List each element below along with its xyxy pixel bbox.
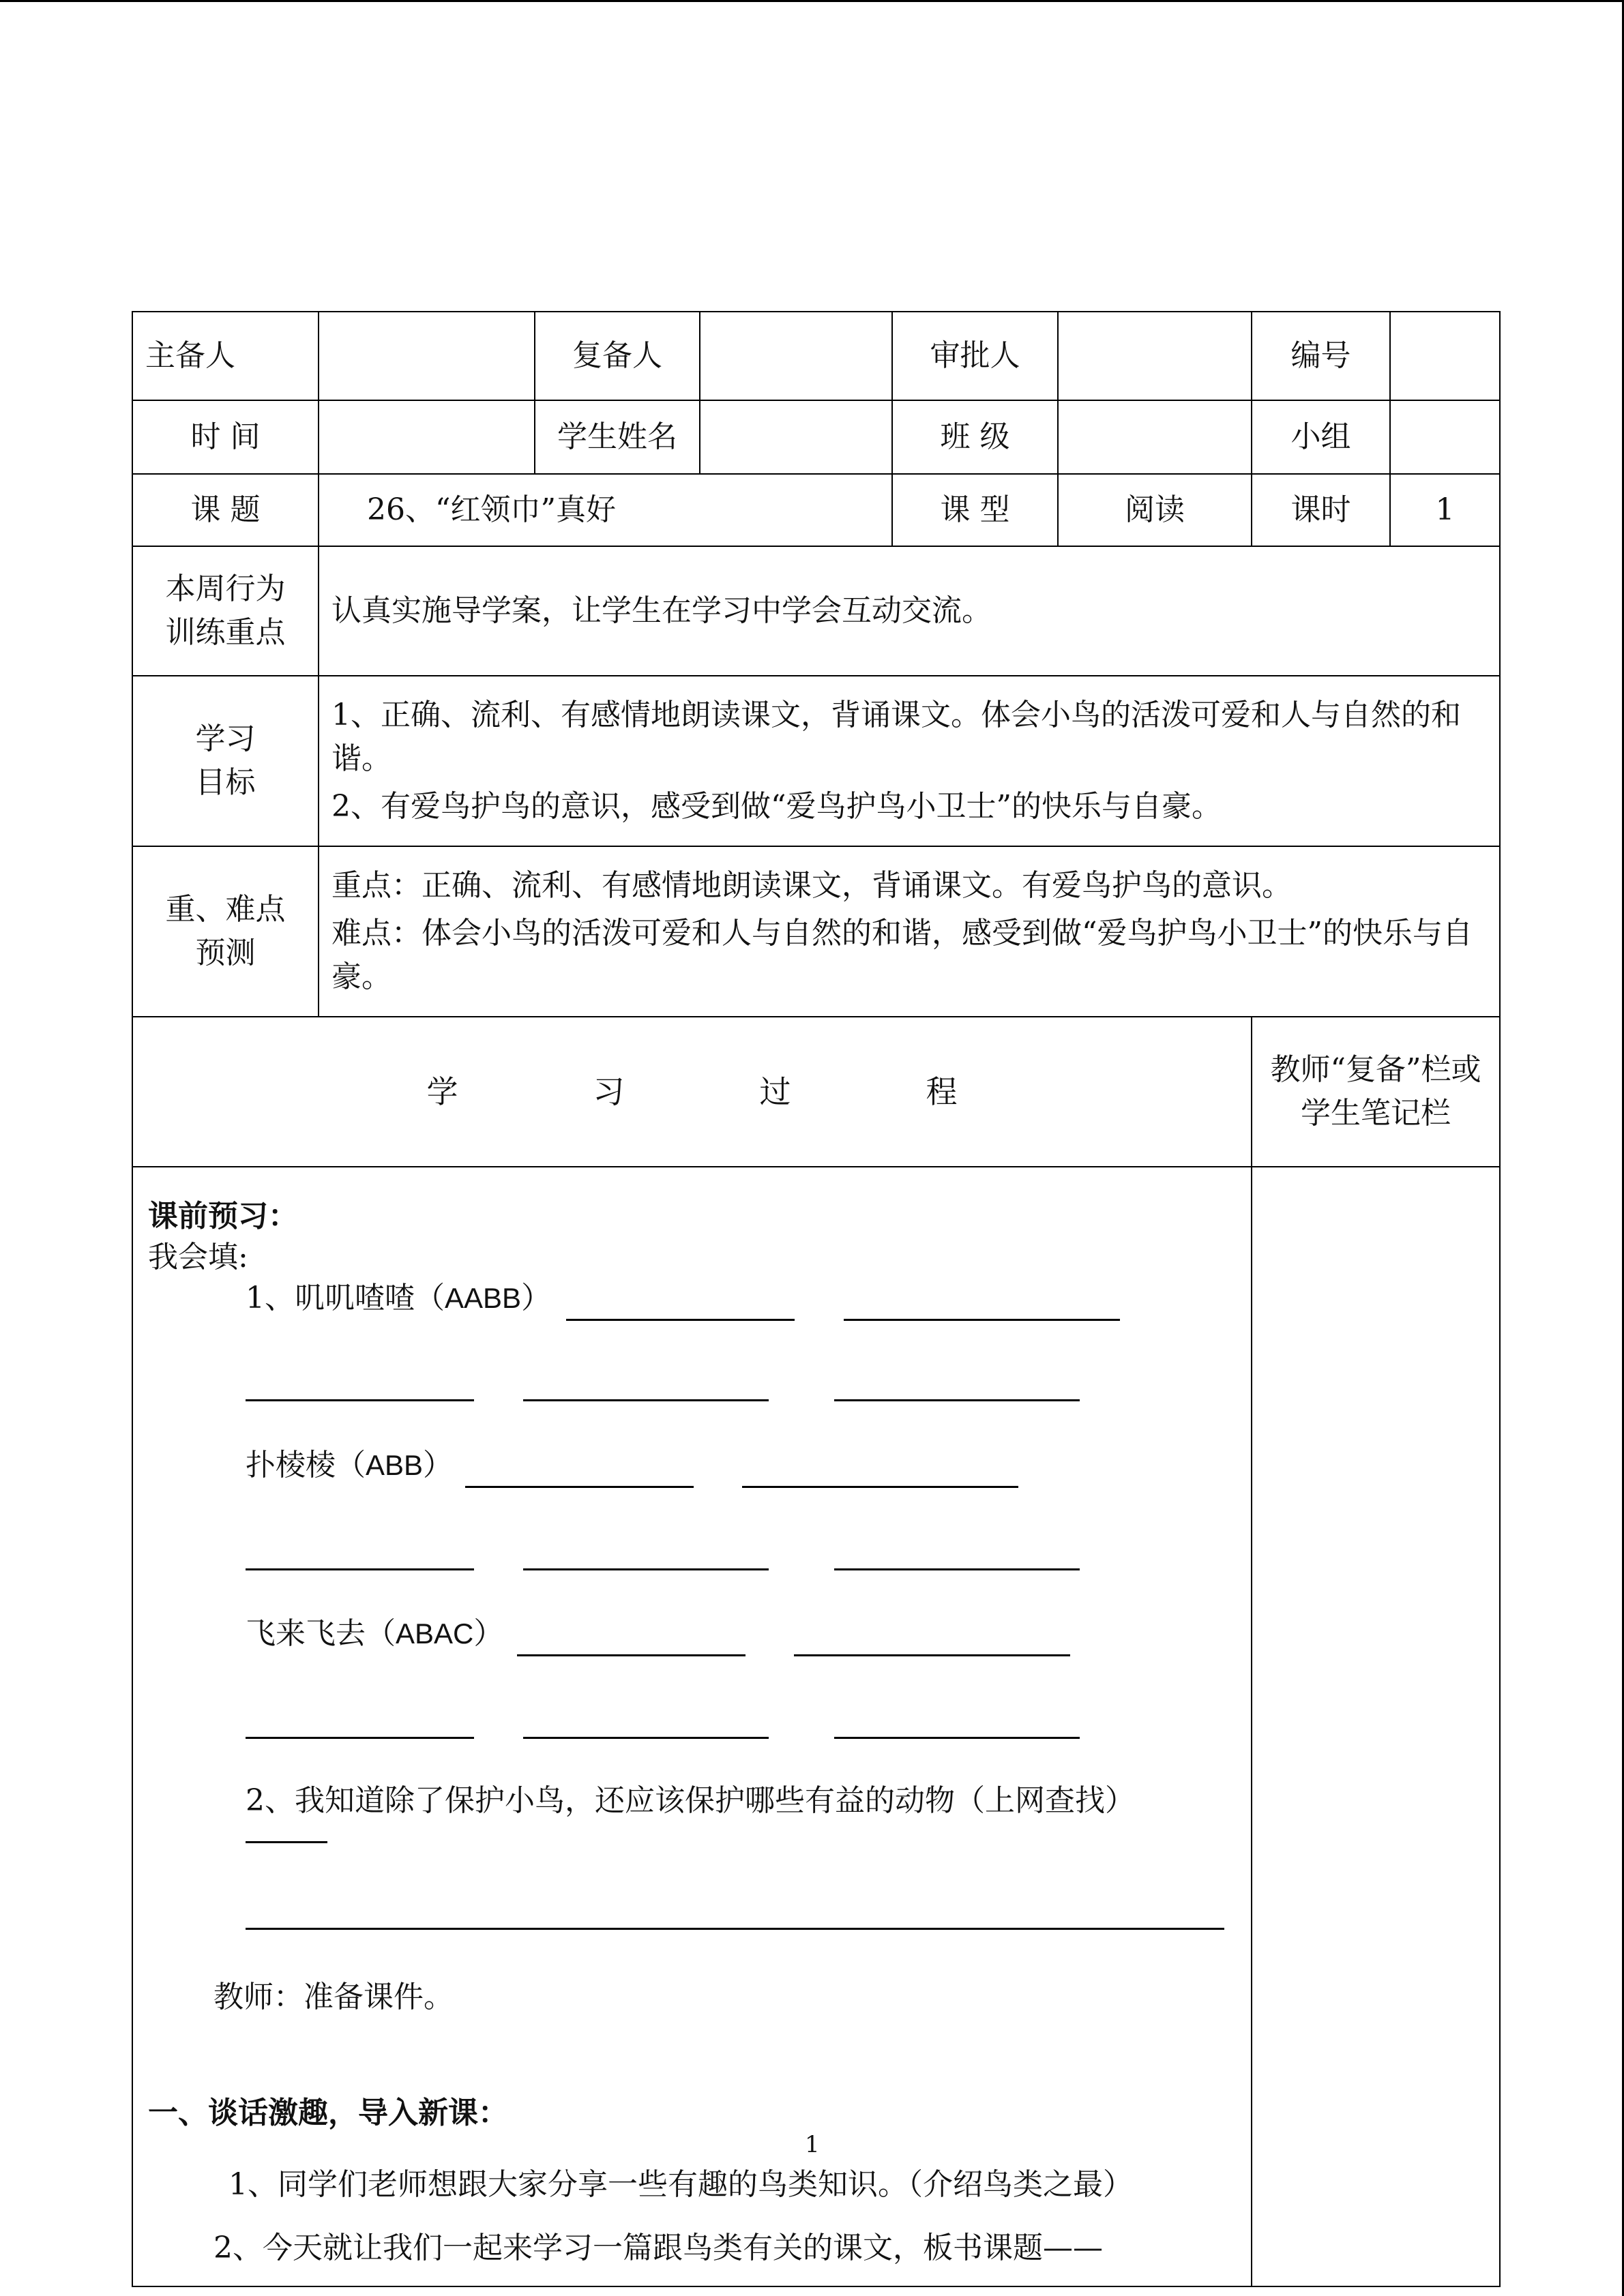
topic-value: 26、“红领巾”真好 [319, 474, 892, 546]
q3-blank-3[interactable] [246, 1737, 474, 1739]
q2-blank-3[interactable] [246, 1568, 474, 1570]
behavior-label-line1: 本周行为 [165, 571, 286, 607]
process-title-char-2: 习 [593, 1073, 625, 1110]
q3-suffix: ） [473, 1616, 504, 1651]
behavior-content: 认真实施导学案，让学生在学习中学会互动交流。 [319, 546, 1500, 676]
q3-text [246, 1612, 503, 1656]
q2-text [246, 1444, 453, 1487]
label-class: 班 级 [892, 400, 1058, 474]
keypoints-label-line2: 预测 [195, 936, 256, 970]
goals-row [132, 676, 1500, 846]
goals-label [132, 676, 319, 846]
q3-prefix: 飞来飞去（ [246, 1616, 396, 1651]
notes-column[interactable] [1252, 1167, 1500, 2286]
process-body-row [132, 1167, 1500, 2286]
q1-blank-3[interactable] [246, 1399, 474, 1401]
label-lesson-type: 课 型 [892, 474, 1058, 546]
goals-content [319, 676, 1500, 846]
q4-text: 2、我知道除了保护小鸟，还应该保护哪些有益的动物（上网查找） [246, 1783, 1135, 1818]
behavior-label [132, 546, 319, 676]
q2-blank-4[interactable] [523, 1568, 769, 1570]
behavior-row [132, 546, 1500, 676]
section1-title: 一、谈话激趣，导入新课： [148, 2096, 508, 2130]
q2-suffix: ） [423, 1448, 454, 1482]
q2-blank-1[interactable] [465, 1486, 694, 1488]
q3-blank-5[interactable] [834, 1737, 1080, 1739]
q2-blank-2[interactable] [742, 1486, 1018, 1488]
label-bianhao: 编号 [1252, 312, 1390, 400]
label-periods: 课时 [1252, 474, 1390, 546]
q1-blank-5[interactable] [834, 1399, 1080, 1401]
process-title-char-4: 程 [926, 1073, 958, 1110]
q3-blank-4[interactable] [523, 1737, 769, 1739]
process-title-char-3: 过 [759, 1073, 791, 1110]
q4-blank-long[interactable] [246, 1928, 1224, 1930]
page-top-border [0, 0, 1624, 2]
process-header-row [132, 1017, 1500, 1167]
input-time[interactable] [319, 400, 535, 474]
label-student-name: 学生姓名 [535, 400, 700, 474]
section1-item-2: 2、今天就让我们一起来学习一篇跟鸟类有关的课文，板书课题—— [213, 2231, 1103, 2265]
periods-value: 1 [1390, 474, 1500, 546]
q1-blank-4[interactable] [523, 1399, 769, 1401]
page-number: 1 [805, 2131, 820, 2158]
goal-item-1: 1、正确、流利、有感情地朗读课文，背诵课文。体会小鸟的活泼可爱和人与自然的和谐。 [331, 698, 1461, 777]
input-zhubeiren[interactable] [319, 312, 535, 400]
q3-pattern: ABAC [396, 1617, 474, 1650]
q1-text [246, 1277, 551, 1320]
q4-blank-short[interactable] [246, 1841, 327, 1843]
keypoints-label [132, 846, 319, 1017]
q1-prefix: 1、叽叽喳喳（ [246, 1281, 445, 1315]
lesson-plan-table [132, 311, 1501, 2287]
input-shenpiren[interactable] [1058, 312, 1252, 400]
preview-title: 课前预习： [148, 1199, 298, 1234]
keypoint-difficulty: 难点：体会小鸟的活泼可爱和人与自然的和谐，感受到做“爱鸟护鸟小卫士”的快乐与自豪。 [331, 916, 1473, 994]
q3-blank-1[interactable] [517, 1654, 745, 1656]
fill-label: 我会填: [148, 1240, 248, 1274]
input-student-name[interactable] [700, 400, 892, 474]
label-fubeiren: 复备人 [535, 312, 700, 400]
lesson-type-value: 阅读 [1058, 474, 1252, 546]
notes-column-header: 教师“复备”栏或学生笔记栏 [1252, 1017, 1500, 1167]
behavior-label-line2: 训练重点 [165, 615, 286, 650]
teacher-prep: 教师：准备课件。 [213, 1980, 454, 2014]
keypoints-row [132, 846, 1500, 1017]
goals-label-line2: 目标 [195, 765, 256, 800]
label-time: 时 间 [132, 400, 319, 474]
goals-label-line1: 学习 [195, 721, 256, 757]
label-zhubeiren: 主备人 [132, 312, 319, 400]
keypoint-focus: 重点：正确、流利、有感情地朗读课文，背诵课文。有爱鸟护鸟的意识。 [331, 868, 1292, 904]
q1-pattern: AABB [445, 1282, 522, 1314]
q2-pattern: ABB [366, 1449, 424, 1481]
goal-item-2: 2、有爱鸟护鸟的意识，感受到做“爱鸟护鸟小卫士”的快乐与自豪。 [331, 788, 1222, 824]
section1-item-1: 1、同学们老师想跟大家分享一些有趣的鸟类知识。（介绍鸟类之最） [228, 2167, 1133, 2202]
process-content [132, 1167, 1252, 2286]
label-topic: 课 题 [132, 474, 319, 546]
label-group: 小组 [1252, 400, 1390, 474]
q1-suffix: ） [521, 1281, 552, 1315]
keypoints-label-line1: 重、难点 [165, 892, 286, 927]
q1-blank-1[interactable] [566, 1319, 795, 1321]
label-shenpiren: 审批人 [892, 312, 1058, 400]
input-group[interactable] [1390, 400, 1500, 474]
q2-prefix: 扑棱棱（ [246, 1448, 366, 1482]
header-row-3 [132, 474, 1500, 546]
q2-blank-5[interactable] [834, 1568, 1080, 1570]
header-row-2 [132, 400, 1500, 474]
input-fubeiren[interactable] [700, 312, 892, 400]
header-row-1 [132, 312, 1500, 400]
keypoints-content [319, 846, 1500, 1017]
input-class[interactable] [1058, 400, 1252, 474]
q3-blank-2[interactable] [794, 1654, 1070, 1656]
input-bianhao[interactable] [1390, 312, 1500, 400]
process-title [132, 1017, 1252, 1167]
q1-blank-2[interactable] [844, 1319, 1120, 1321]
process-title-char-1: 学 [426, 1073, 458, 1110]
